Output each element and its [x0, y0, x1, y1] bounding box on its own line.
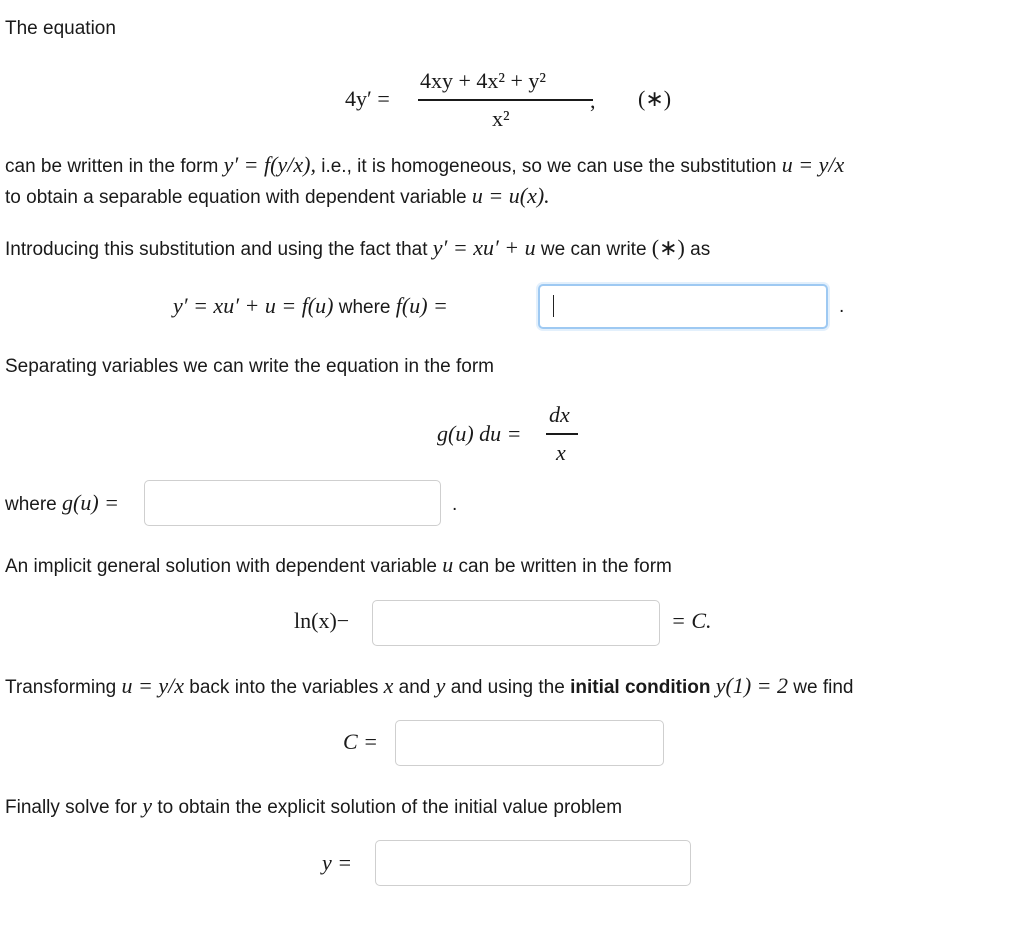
math-u: u [442, 552, 454, 577]
math-initial-condition: y(1) = 2 [715, 673, 789, 698]
homogeneous-line-2 [5, 183, 550, 209]
equation-lhs: 4y′ = [345, 86, 390, 111]
text: we find [788, 677, 854, 698]
substitution-line [5, 235, 710, 261]
y-input[interactable] [375, 840, 691, 886]
text: back into the variables [184, 677, 384, 698]
math-tag: (∗) [651, 235, 685, 260]
math-f: y′ = xu′ + u = f(u) [173, 293, 334, 318]
equation-comma: , [590, 88, 596, 113]
g-input[interactable] [144, 480, 441, 526]
text: we can write [535, 239, 652, 260]
text: An implicit general solution with dependent variable [5, 556, 443, 577]
final-text [5, 793, 622, 819]
math-y: y [142, 793, 153, 818]
g-row-label [5, 490, 119, 516]
implicit-text [5, 552, 672, 578]
implicit-left: ln(x)− [294, 608, 350, 633]
text: where [5, 494, 63, 515]
g-input-field[interactable] [145, 481, 440, 525]
text: Finally solve for [5, 797, 143, 818]
text: Introducing this substitution and using the fact that [5, 239, 433, 260]
equation-tag: (∗) [638, 86, 672, 111]
math-y: y [435, 673, 446, 698]
math-g-label: g(u) = [62, 490, 120, 515]
implicit-input-field[interactable] [373, 601, 659, 645]
implicit-right: = C. [671, 608, 712, 633]
f-period: . [839, 296, 845, 317]
equation-numerator: 4xy + 4x² + y² [420, 68, 547, 93]
f-input[interactable] [538, 284, 828, 329]
c-label: C = [343, 729, 379, 754]
text: Transforming [5, 677, 122, 698]
text: i.e., it is homogeneous, so we can use the substitution [315, 156, 782, 177]
math-form: y′ = f(y/x), [223, 152, 316, 177]
homogeneous-line-1 [5, 152, 844, 178]
math-substitution: u = y/x [781, 152, 845, 177]
text: and using the [445, 677, 571, 698]
bold-initial-condition: initial condition [570, 677, 711, 698]
math-derivative: y′ = xu′ + u [432, 235, 536, 260]
intro-text: The equation [5, 18, 116, 39]
separable-num: dx [549, 402, 570, 427]
math-substitution: u = y/x [121, 673, 184, 698]
math-f-label: f(u) = [395, 293, 448, 318]
separable-den: x [556, 440, 566, 465]
text: can be written in the form [453, 556, 672, 577]
separable-lhs: g(u) du = [437, 421, 522, 446]
equation-denominator: x² [492, 106, 510, 131]
c-input[interactable] [395, 720, 664, 766]
c-input-field[interactable] [396, 721, 663, 765]
f-input-field[interactable] [540, 286, 826, 327]
text: to obtain the explicit solution of the initial value problem [152, 797, 623, 818]
separating-text: Separating variables we can write the equation in the form [5, 356, 494, 377]
text: and [393, 677, 436, 698]
fraction-bar [418, 99, 593, 101]
text: where [333, 297, 396, 318]
y-label: y = [322, 850, 353, 875]
f-row-label [173, 293, 448, 319]
text: as [684, 239, 711, 260]
math-dependent-var: u = u(x). [471, 183, 550, 208]
text-caret [553, 295, 554, 317]
g-period: . [452, 494, 458, 515]
implicit-input[interactable] [372, 600, 660, 646]
transform-text [5, 673, 854, 699]
math-x: x [383, 673, 394, 698]
fraction-bar [546, 433, 578, 435]
text: to obtain a separable equation with dependent variable [5, 187, 472, 208]
y-input-field[interactable] [376, 841, 690, 885]
text: can be written in the form [5, 156, 224, 177]
